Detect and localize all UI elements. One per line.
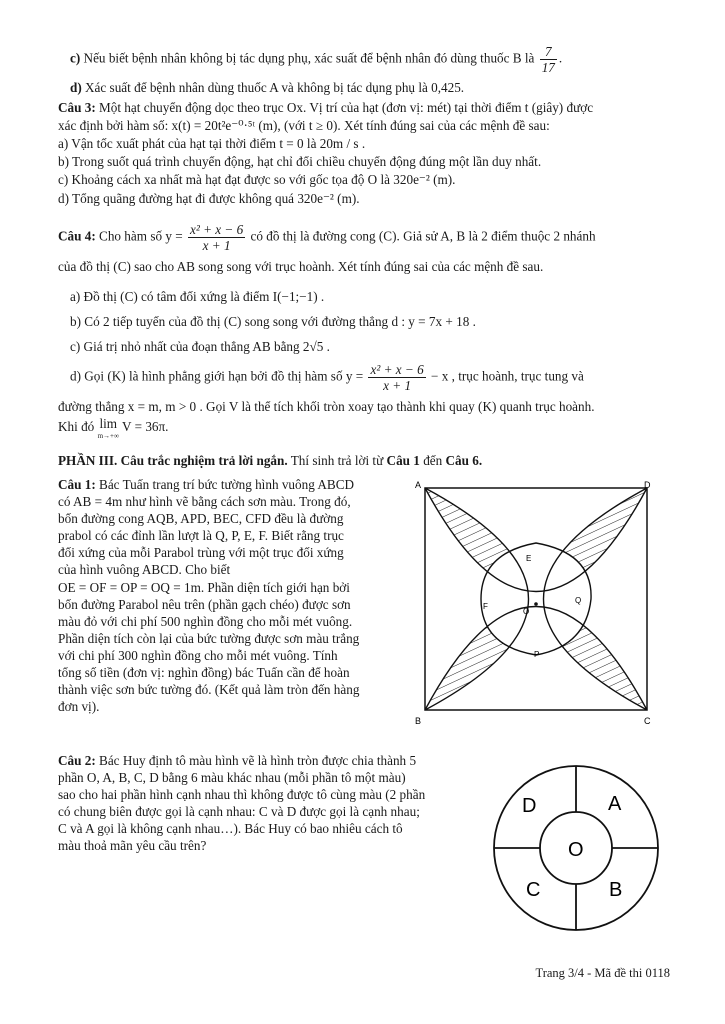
- region-a-label: A: [608, 793, 622, 815]
- label-c: C: [644, 716, 651, 726]
- q2-part-c: c) Nếu biết bệnh nhân không bị tác dụng phụ, xác suất để bệnh nhân đó dùng thuốc B là $\frac{7}{17}$ .: [70, 44, 563, 75]
- q4-intro: Câu 4: Cho hàm số y = $\frac{\text{x² + x − 6}}{x + 1}$ có đồ thị là đường cong (C). Giả sử A, B là 2 điểm thuộc 2 nhánh: [58, 222, 596, 253]
- q4-d-line2: đường thẳng x = m, m > 0 . Gọi V là thể tích khối tròn xoay tạo thành khi quay (K) quanh trục hoành.: [58, 399, 595, 414]
- q3-line2: xác định bởi hàm số: x(t) = 20t²e⁻⁰·⁵ᵗ (m), (với t ≥ 0). Xét tính đúng sai của các mệnh đề sau:: [58, 118, 550, 133]
- label-d: D: [644, 480, 651, 490]
- p3-q2-text: Câu 2: Bác Huy định tô màu hình vẽ là hình tròn được chia thành 5 phần O, A, B, C, D bằng 6 màu khác nhau (mỗi phần tô một màu) sao cho hai phần hình cạnh nhau thì không được tô cùng màu (2 phần có chung biên được gọi là cạnh nhau: C và D được gọi là cạnh nhau; C và A gọi là không cạnh nhau…). Bác Huy có bao nhiêu cách tô màu thoả mãn yêu cầu trên?: [58, 753, 426, 854]
- label-q: Q: [575, 596, 582, 605]
- region-b-label: B: [609, 879, 623, 901]
- q4-b: b) Có 2 tiếp tuyến của đồ thị (C) song song với đường thẳng d : y = 7x + 18 .: [70, 314, 476, 329]
- q4-c: c) Giá trị nhỏ nhất của đoạn thẳng AB bằng 2√5 .: [70, 339, 330, 354]
- page-footer: Trang 3/4 - Mã đề thi 0118: [535, 966, 670, 980]
- region-c-label: C: [526, 879, 541, 901]
- q4-line2: của đồ thị (C) sao cho AB song song với trục hoành. Xét tính đúng sai của các mệnh đề sau.: [58, 259, 544, 274]
- label-b: B: [415, 716, 422, 726]
- ring-circle-figure: [490, 762, 665, 937]
- label-e: E: [526, 554, 532, 563]
- p3-q1-text: Câu 1: Bác Tuấn trang trí bức tường hình vuông ABCD có AB = 4m như hình vẽ bằng cách sơn màu. Trong đó, bốn đường cong AQB, APD, BEC, CFD đều là đường prabol có các đỉnh lần lượt là Q, P, E, F. Biết rằng trục đối xứng của mỗi Parabol trùng với một trục đối xứng của hình vuông ABCD. Cho biết OE = OF = OP = OQ = 1m. Phần diện tích giới hạn bởi bốn đường Parabol nêu trên (phần gạch chéo) được sơn màu đỏ với chi phí 500 nghìn đồng cho mỗi mét vuông. Phần diện tích còn lại của bức tường được sơn màu trắng với chi phí 300 nghìn đồng cho mỗi mét vuông. Tính tổng số tiền (đơn vị: nghìn đồng) bác Tuấn cần để hoàn thành việc sơn bức tường đó. (Kết quả làm tròn đến hàng đơn vị).: [58, 477, 360, 715]
- label-o: O: [523, 607, 530, 616]
- q3-a: a) Vận tốc xuất phát của hạt tại thời điểm t = 0 là 20m / s .: [58, 136, 366, 151]
- q4-a: a) Đồ thị (C) có tâm đối xứng là điểm I(−1;−1) .: [70, 289, 325, 304]
- square-parabola-figure: [410, 478, 660, 728]
- q4-d: d) Gọi (K) là hình phẳng giới hạn bởi đồ thị hàm số y = $\frac{\text{x² + x − 6}}{x + 1}$ − x , trục hoành, trục tung và: [70, 362, 584, 393]
- part3-heading: PHẦN III. Câu trắc nghiệm trả lời ngắn. Thí sinh trả lời từ Câu 1 đến Câu 6.: [58, 453, 483, 468]
- q4-d-line3: Khi đó lim m→+∞ V = 36π.: [58, 416, 169, 440]
- label-p: P: [534, 650, 540, 659]
- q2-part-d: d) Xác suất để bệnh nhân dùng thuốc A và không bị tác dụng phụ là 0,425.: [70, 80, 465, 95]
- q3-c: c) Khoảng cách xa nhất mà hạt đạt được so với gốc tọa độ O là 320e⁻² (m).: [58, 172, 456, 187]
- region-o-label: O: [568, 839, 584, 861]
- q3-line1: Câu 3: Một hạt chuyển động dọc theo trục Ox. Vị trí của hạt (đơn vị: mét) tại thời điểm t (giây) được: [58, 100, 594, 115]
- q3-b: b) Trong suốt quá trình chuyển động, hạt chỉ đổi chiều chuyển động đúng một lần duy nhất.: [58, 154, 542, 169]
- q3-d: d) Tổng quãng đường hạt đi được không quá 320e⁻² (m).: [58, 191, 360, 206]
- label-f: F: [483, 602, 488, 611]
- region-d-label: D: [522, 795, 537, 817]
- label-a: A: [415, 480, 422, 490]
